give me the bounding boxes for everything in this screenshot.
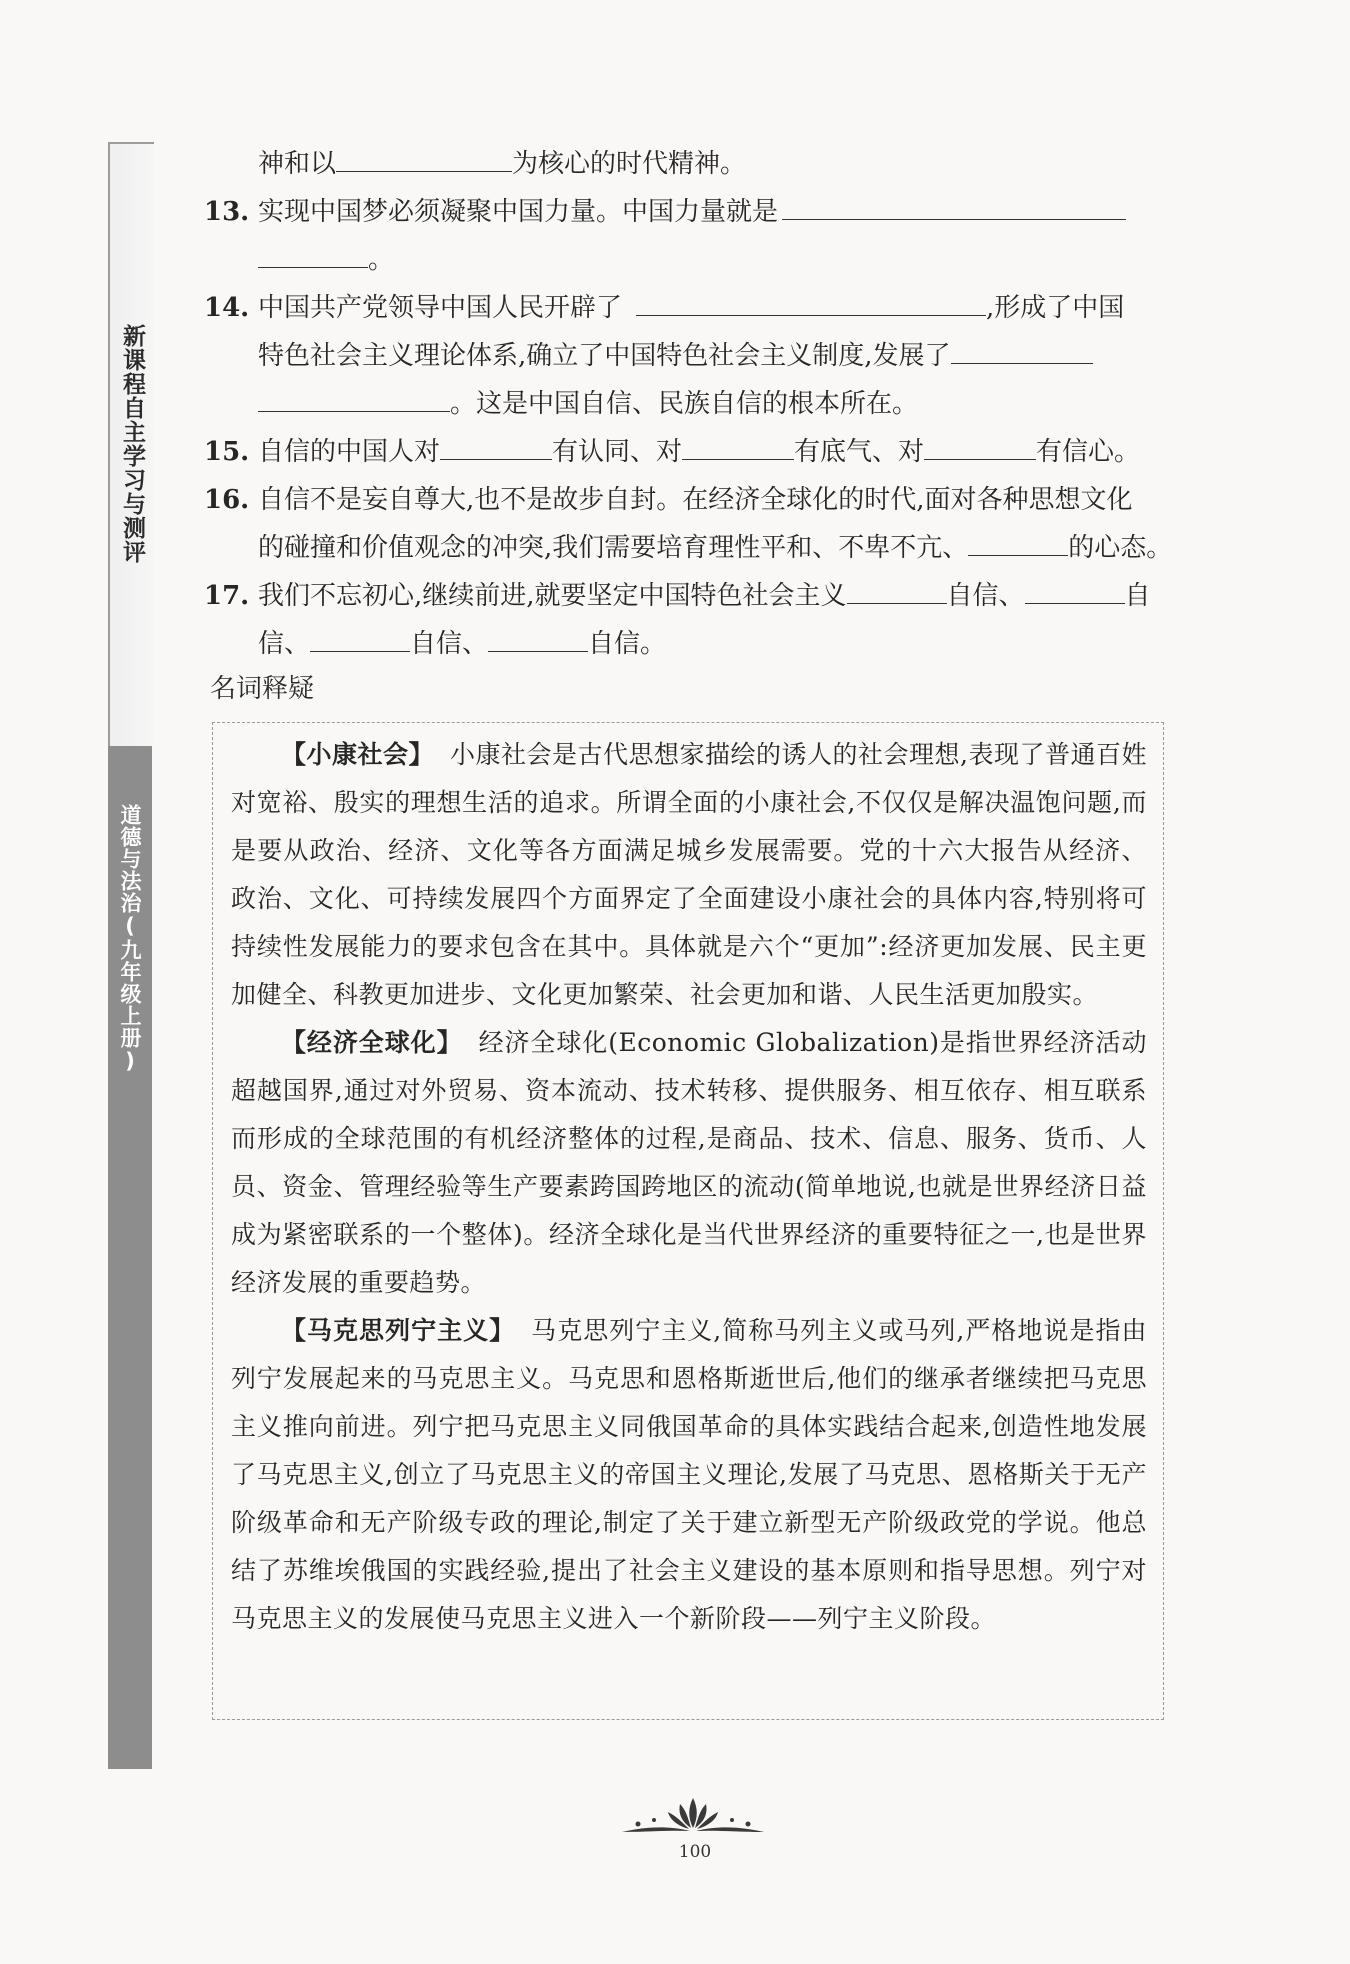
answer-blank[interactable] xyxy=(258,381,450,412)
answer-blank[interactable] xyxy=(440,429,552,460)
question-13: 13. 实现中国梦必须凝聚中国力量。中国力量就是 xyxy=(206,188,1170,236)
answer-blank[interactable] xyxy=(924,429,1036,460)
side-tab-series xyxy=(108,142,154,748)
glossary-term: 【经济全球化】 xyxy=(281,1028,463,1057)
glossary-item-xiaokang xyxy=(231,731,1147,1019)
answer-blank[interactable] xyxy=(847,573,947,604)
glossary-definition: 小康社会是古代思想家描绘的诱人的社会理想,表现了普通百姓对宽裕、殷实的理想生活的追求。所谓全面的小康社会,不仅仅是解决温饱问题,而是要从政治、经济、文化等各方面满足城乡发展需要。党的十六大报告从经济、政治、文化、可持续发展四个方面界定了全面建设小康社会的具体内容,特别将可持续性发展能力的要求包含在其中。具体就是六个“更加”:经济更加发展、民主更加健全、科教更加进步、文化更加繁荣、社会更加和谐、人民生活更加殷实。 xyxy=(231,740,1147,1009)
question-14: 14. 中国共产党领导中国人民开辟了 ,形成了中国 xyxy=(206,284,1170,332)
question-12-continued: 神和以 为核心的时代精神。 xyxy=(206,140,1170,188)
answer-blank[interactable] xyxy=(968,525,1068,556)
answer-blank[interactable] xyxy=(951,333,1093,364)
glossary-item-globalization xyxy=(231,1019,1147,1307)
series-title: 新课程自主学习与测评 xyxy=(119,324,145,564)
answer-blank[interactable] xyxy=(258,237,368,268)
question-13-line-2: 。 xyxy=(206,236,1170,284)
side-tab-subject xyxy=(108,746,152,1769)
glossary-term: 【马克思列宁主义】 xyxy=(281,1316,516,1345)
subject-title: 道德与法治(九年级上册) xyxy=(118,804,142,1074)
question-17: 17. 我们不忘初心,继续前进,就要坚定中国特色社会主义 自信、 自 xyxy=(206,572,1170,620)
answer-blank[interactable] xyxy=(488,621,588,652)
glossary-item-marxism-leninism xyxy=(231,1307,1147,1643)
question-16-line-2: 的碰撞和价值观念的冲突,我们需要培育理性平和、不卑不亢、 的心态。 xyxy=(206,524,1170,572)
answer-blank[interactable] xyxy=(1025,573,1125,604)
glossary-term: 【小康社会】 xyxy=(281,740,435,769)
question-16: 16. 自信不是妄自尊大,也不是故步自封。在经济全球化的时代,面对各种思想文化 xyxy=(204,485,1133,515)
question-14-line-2: 特色社会主义理论体系,确立了中国特色社会主义制度,发展了 xyxy=(206,332,1170,380)
answer-blank[interactable] xyxy=(782,189,1126,220)
glossary-title: 名词释疑 xyxy=(210,674,315,704)
glossary-definition: 马克思列宁主义,简称马列主义或马列,严格地说是指由列宁发展起来的马克思主义。马克思和恩格斯逝世后,他们的继承者继续把马克思主义推向前进。列宁把马克思主义同俄国革命的具体实践结合起来,创造性地发展了马克思主义,创立了马克思主义的帝国主义理论,发展了马克思、恩格斯关于无产阶级革命和无产阶级专政的理论,制定了关于建立新型无产阶级政党的学说。他总结了苏维埃俄国的实践经验,提出了社会主义建设的基本原则和指导思想。列宁对马克思主义的发展使马克思主义进入一个新阶段——列宁主义阶段。 xyxy=(231,1316,1147,1633)
answer-blank[interactable] xyxy=(682,429,794,460)
glossary-box xyxy=(212,722,1164,1720)
answer-blank[interactable] xyxy=(310,621,410,652)
page-number: 100 xyxy=(678,1842,712,1862)
question-15: 15. 自信的中国人对 有认同、对 有底气、对 有信心。 xyxy=(206,428,1170,476)
question-14-line-3: 。这是中国自信、民族自信的根本所在。 xyxy=(206,380,1170,428)
flourish-ornament-icon xyxy=(618,1790,768,1840)
question-17-line-2: 信、 自信、 自信。 xyxy=(206,620,1170,668)
glossary-definition: 经济全球化(Economic Globalization)是指世界经济活动超越国界,通过对外贸易、资本流动、技术转移、提供服务、相互依存、相互联系而形成的全球范围的有机经济整体的过程,是商品、技术、信息、服务、货币、人员、资金、管理经验等生产要素跨国跨地区的流动(简单地说,也就是世界经济日益成为紧密联系的一个整体)。经济全球化是当代世界经济的重要特征之一,也是世界经济发展的重要趋势。 xyxy=(231,1028,1147,1297)
answer-blank[interactable] xyxy=(636,285,986,316)
questions-section xyxy=(204,140,1173,668)
answer-blank[interactable] xyxy=(336,141,512,172)
